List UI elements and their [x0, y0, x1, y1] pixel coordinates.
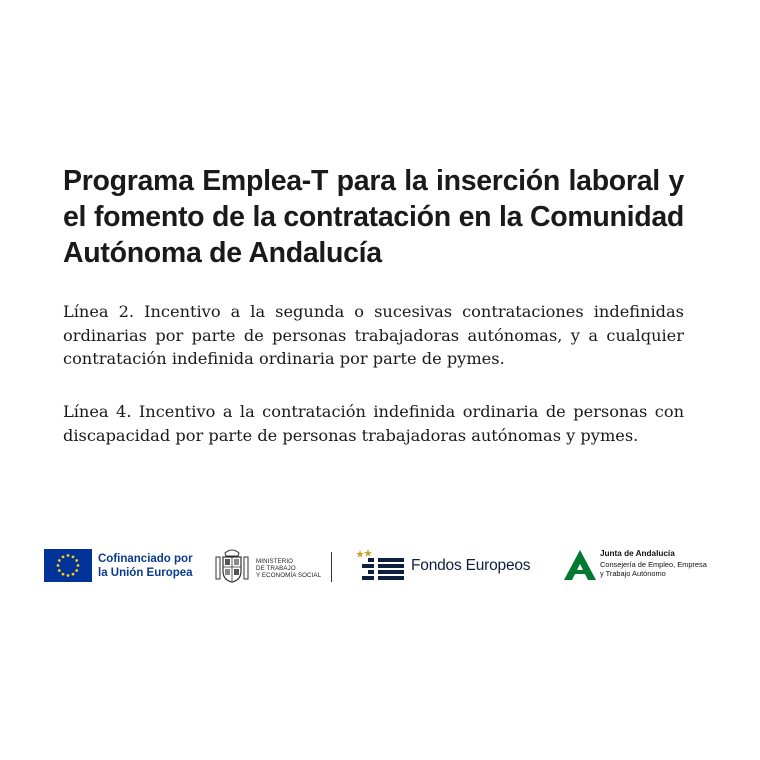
eu-star [62, 573, 65, 576]
paragraph-linea-4: Línea 4. Incentivo a la contratación indefinida ordinaria de personas con discapacidad por parte de personas trabajadoras autónomas y pymes. [63, 402, 684, 445]
eu-star [75, 569, 78, 572]
eu-line-1: Cofinanciado por [98, 553, 193, 565]
eu-star [58, 569, 61, 572]
eu-star [75, 559, 78, 562]
eu-flag-icon [44, 549, 92, 582]
eu-star [67, 574, 70, 577]
junta-consejeria [600, 560, 707, 578]
eu-star [72, 555, 75, 558]
eu-cofinanciado-text [98, 552, 193, 580]
ministerio-text [256, 558, 321, 579]
ministerio-line-2: DE TRABAJO [256, 565, 296, 572]
paragraph-linea-2: Línea 2. Incentivo a la segunda o sucesivas contrataciones indefinidas ordinarias por parte de personas trabajadoras autónomas, y a cualquier contratación indefinida ordinaria por parte de pymes. [63, 302, 684, 368]
eu-star [58, 559, 61, 562]
ministerio-line-1: MINISTERIO [256, 558, 294, 565]
fondos-europeos-label: Fondos Europeos [411, 557, 531, 574]
spain-crest-icon [213, 547, 251, 585]
junta-title: Junta de Andalucía [600, 549, 675, 558]
funding-logos [0, 540, 760, 590]
eu-star [62, 555, 65, 558]
eu-star [72, 573, 75, 576]
eu-star [67, 554, 70, 557]
ministerio-line-3: Y ECONOMÍA SOCIAL [256, 572, 322, 579]
eu-line-2: la Unión Europea [98, 567, 193, 579]
junta-andalucia-icon [563, 548, 597, 582]
document-title: Programa Emplea-T para la inserción laboral y el fomento de la contratación en la Comunidad Autónoma de Andalucía [63, 165, 684, 269]
eu-star [57, 564, 60, 567]
eu-star [77, 564, 80, 567]
ministerio-divider [331, 552, 332, 582]
junta-line-2: y Trabajo Autónomo [600, 569, 666, 578]
fondos-europeos-icon [356, 548, 406, 584]
junta-line-1: Consejería de Empleo, Empresa [600, 560, 707, 569]
